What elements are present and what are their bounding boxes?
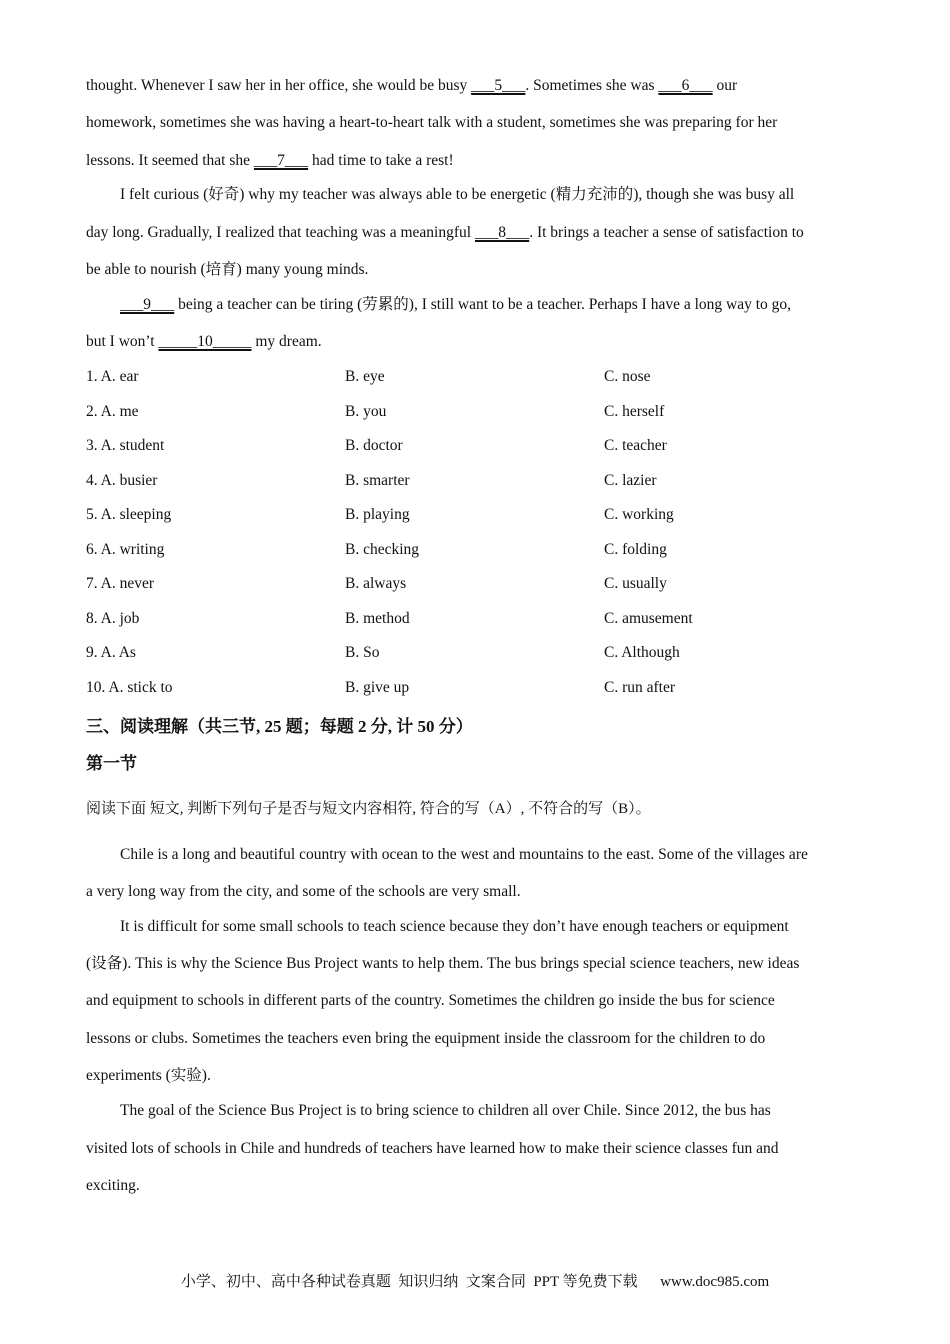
- section-instruction: 阅读下面 短文, 判断下列句子是否与短文内容相符, 符合的写（A）, 不符合的写（B）。: [86, 801, 651, 817]
- option-c: C. folding: [604, 541, 667, 558]
- cloze-line-7: [86, 295, 866, 315]
- option-c: C. nose: [604, 368, 651, 385]
- passage-line: exciting.: [86, 1177, 140, 1194]
- text: but I won’t: [86, 333, 159, 350]
- passage-line: It is difficult for some small schools to teach science because they don’t have enough teachers or equipment: [120, 918, 789, 935]
- option-a: 10. A. stick to: [86, 679, 173, 696]
- text: had time to take a rest!: [308, 152, 454, 169]
- section-title: 三、阅读理解（共三节, 25 题；每题 2 分, 计 50 分）: [86, 717, 473, 736]
- option-c: C. run after: [604, 679, 676, 696]
- option-a: 1. A. ear: [86, 368, 139, 385]
- text: . It brings a teacher a sense of satisfaction to: [529, 224, 804, 241]
- option-c: C. usually: [604, 575, 667, 592]
- option-a: 8. A. job: [86, 610, 140, 627]
- passage-line: lessons or clubs. Sometimes the teachers even bring the equipment inside the classroom for the children to do: [86, 1030, 766, 1047]
- blank-9: ___9___: [120, 296, 175, 313]
- option-c: C. herself: [604, 403, 665, 420]
- passage-line: experiments (实验).: [86, 1067, 211, 1084]
- option-a: 6. A. writing: [86, 541, 165, 558]
- blank-6: ___6___: [658, 77, 713, 94]
- option-a: 5. A. sleeping: [86, 506, 172, 523]
- option-b: B. give up: [345, 679, 410, 696]
- passage-line: Chile is a long and beautiful country with ocean to the west and mountains to the east. Some of the villages are: [120, 846, 808, 863]
- option-a: 7. A. never: [86, 575, 155, 592]
- passage-line: and equipment to schools in different parts of the country. Sometimes the children go inside the bus for science: [86, 992, 775, 1009]
- passage-line: a very long way from the city, and some of the schools are very small.: [86, 883, 521, 900]
- text: being a teacher can be tiring (劳累的), I still want to be a teacher. Perhaps I have a long way to go,: [174, 296, 792, 313]
- text: day long. Gradually, I realized that teaching was a meaningful: [86, 224, 475, 241]
- blank-7: ___7___: [253, 152, 309, 169]
- text: . Sometimes she was: [525, 77, 659, 94]
- option-b: B. always: [345, 575, 407, 592]
- passage-line: (设备). This is why the Science Bus Project wants to help them. The bus brings special science teachers, new ideas: [86, 955, 800, 972]
- option-c: C. lazier: [604, 472, 657, 489]
- option-b: B. So: [345, 644, 380, 661]
- option-a: 4. A. busier: [86, 472, 158, 489]
- option-c: C. teacher: [604, 437, 667, 454]
- cloze-line-3: [86, 151, 866, 171]
- option-a: 2. A. me: [86, 403, 139, 420]
- option-c: C. working: [604, 506, 674, 523]
- blank-5: ___5___: [471, 77, 526, 94]
- option-a: 3. A. student: [86, 437, 165, 454]
- cloze-line-1: [86, 76, 866, 96]
- option-b: B. doctor: [345, 437, 403, 454]
- option-b: B. eye: [345, 368, 385, 385]
- option-b: B. you: [345, 403, 387, 420]
- option-a: 9. A. As: [86, 644, 136, 661]
- passage-line: The goal of the Science Bus Project is to bring science to children all over Chile. Since 2012, the bus has: [120, 1102, 771, 1119]
- text: my dream.: [251, 333, 322, 350]
- blank-10: _____10_____: [158, 333, 252, 350]
- cloze-line-4: I felt curious (好奇) why my teacher was always able to be energetic (精力充沛的), though she was busy all: [120, 186, 795, 203]
- passage-line: visited lots of schools in Chile and hundreds of teachers have learned how to make their science classes fun and: [86, 1140, 779, 1157]
- option-b: B. checking: [345, 541, 420, 558]
- cloze-line-5: [86, 223, 866, 243]
- option-b: B. smarter: [345, 472, 410, 489]
- option-c: C. Although: [604, 644, 680, 661]
- page-footer: 小学、初中、高中各种试卷真题 知识归纳 文案合同 PPT 等免费下载 www.doc985.com: [180, 1274, 770, 1290]
- text: our: [712, 77, 738, 94]
- section-subtitle: 第一节: [86, 754, 137, 773]
- text: thought. Whenever I saw her in her office, she would be busy: [86, 77, 472, 94]
- cloze-line-8: [86, 332, 866, 352]
- text: lessons. It seemed that she: [86, 152, 254, 169]
- cloze-line-6: be able to nourish (培育) many young minds.: [86, 261, 369, 278]
- option-b: B. playing: [345, 506, 410, 523]
- cloze-line-2: homework, sometimes she was having a heart-to-heart talk with a student, sometimes she was preparing for her: [86, 114, 778, 131]
- blank-8: ___8___: [474, 224, 530, 241]
- option-b: B. method: [345, 610, 410, 627]
- option-c: C. amusement: [604, 610, 693, 627]
